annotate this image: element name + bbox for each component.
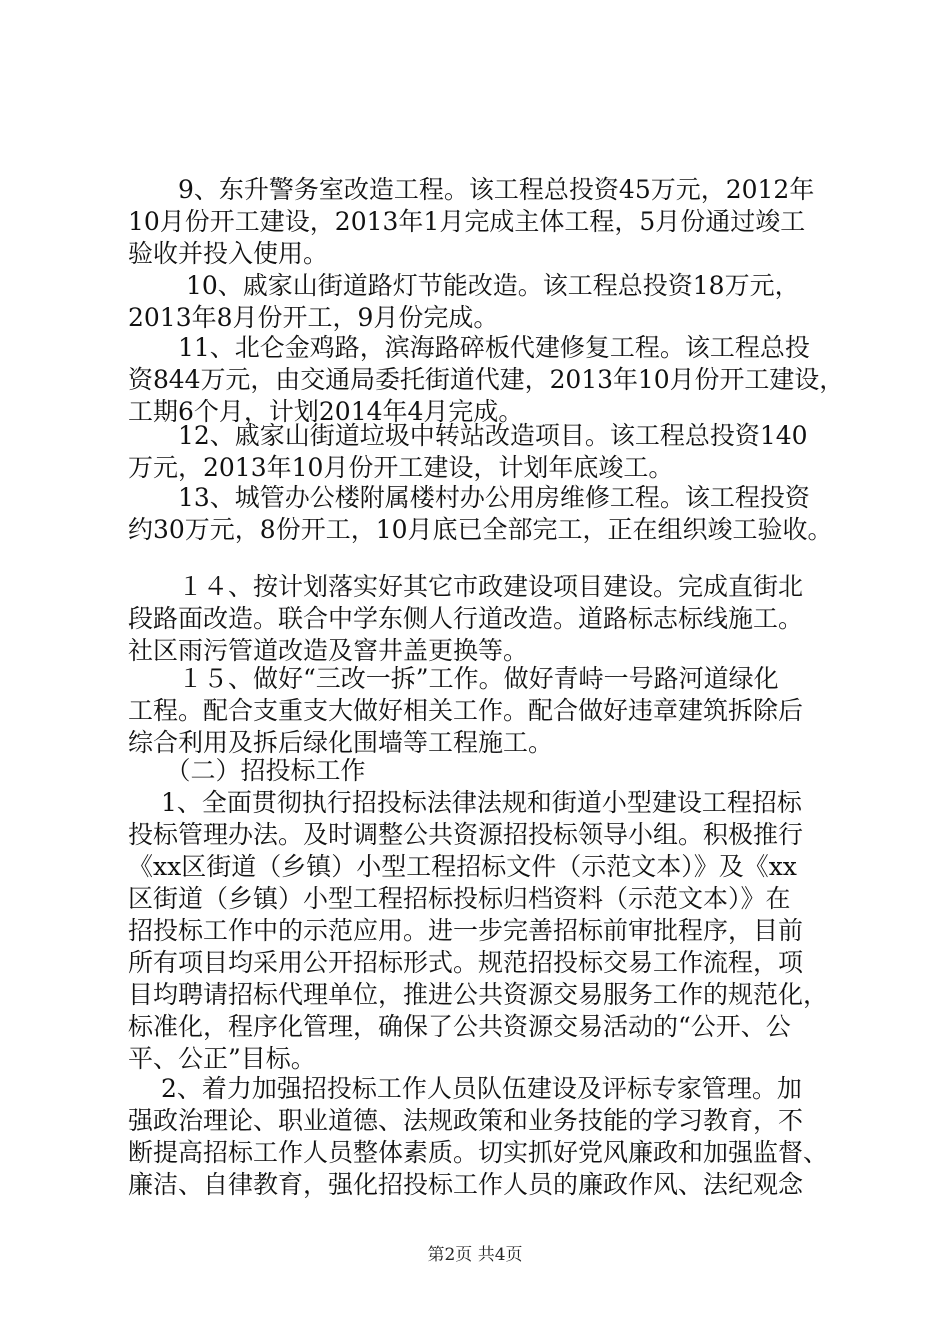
text-line: 工期6个月，计划2014年4月完成。 — [128, 397, 524, 426]
text-line: 9、东升警务室改造工程。该工程总投资45万元，2012年 — [128, 175, 815, 204]
text-line: 万元，2013年10月份开工建设，计划年底竣工。 — [128, 453, 674, 482]
heading-line: （二）招投标工作 — [128, 756, 366, 785]
text-line: 约30万元，8份开工，10月底已全部完工，正在组织竣工验收。 — [128, 515, 833, 544]
text-line: 断提高招标工作人员整体素质。切实抓好党风廉政和加强监督、 — [128, 1138, 829, 1167]
text-line: 13、城管办公楼附属楼村办公用房维修工程。该工程投资 — [128, 483, 810, 512]
paragraph-item-10 — [128, 270, 844, 334]
text-line: 招投标工作中的示范应用。进一步完善招标前审批程序，目前 — [128, 916, 804, 945]
text-line: 10月份开工建设，2013年1月完成主体工程，5月份通过竣工 — [128, 207, 806, 236]
text-line: 11、北仑金鸡路，滨海路碎板代建修复工程。该工程总投 — [128, 333, 810, 362]
text-line: 所有项目均采用公开招标形式。规范招投标交易工作流程，项 — [128, 948, 804, 977]
text-line: 区街道（乡镇）小型工程招标投标归档资料（示范文本）》在 — [128, 884, 791, 913]
text-line: 验收并投入使用。 — [128, 239, 329, 268]
text-line: 12、戚家山街道垃圾中转站改造项目。该工程总投资140 — [128, 421, 808, 450]
text-line: 廉洁、自律教育，强化招投标工作人员的廉政作风、法纪观念 — [128, 1170, 804, 1199]
text-line: 标准化，程序化管理，确保了公共资源交易活动的“公开、公 — [128, 1012, 791, 1041]
paragraph-bidding-1 — [128, 787, 844, 1075]
text-line: 综合利用及拆后绿化围墙等工程施工。 — [128, 728, 554, 757]
text-line: 段路面改造。联合中学东侧人行道改造。道路标志标线施工。 — [128, 604, 804, 633]
section-heading — [128, 755, 844, 787]
page-number-label: 第2页 共4页 — [427, 1245, 523, 1265]
text-line: 工程。配合支重支大做好相关工作。配合做好违章建筑拆除后 — [128, 696, 804, 725]
paragraph-item-14 — [128, 571, 844, 667]
text-line: 2、着力加强招投标工作人员队伍建设及评标专家管理。加 — [128, 1074, 802, 1103]
paragraph-item-15 — [128, 663, 844, 759]
text-line: 2013年8月份开工，9月份完成。 — [128, 303, 499, 332]
paragraph-bidding-2 — [128, 1073, 844, 1201]
text-line: １４、按计划落实好其它市政建设项目建设。完成直街北 — [128, 572, 804, 601]
text-line: 目均聘请招标代理单位，推进公共资源交易服务工作的规范化， — [128, 980, 829, 1009]
paragraph-item-9 — [128, 174, 844, 270]
text-line: 10、戚家山街道路灯节能改造。该工程总投资18万元， — [128, 271, 800, 300]
text-line: 社区雨污管道改造及窨井盖更换等。 — [128, 636, 529, 665]
text-line: 资844万元，由交通局委托街道代建，2013年10月份开工建设， — [128, 365, 845, 394]
paragraph-item-11 — [128, 332, 844, 428]
text-line: １５、做好“三改一拆”工作。做好青峙一号路河道绿化 — [128, 664, 779, 693]
page-footer — [0, 1244, 950, 1266]
paragraph-item-12 — [128, 420, 844, 484]
text-line: 1、全面贯彻执行招投标法律法规和街道小型建设工程招标 — [128, 788, 802, 817]
text-line: 投标管理办法。及时调整公共资源招投标领导小组。积极推行 — [128, 820, 804, 849]
text-line: 强政治理论、职业道德、法规政策和业务技能的学习教育，不 — [128, 1106, 804, 1135]
text-line: 《xx区街道（乡镇）小型工程招标文件（示范文本）》及《xx — [128, 852, 797, 881]
paragraph-item-13 — [128, 482, 844, 546]
text-line: 平、公正”目标。 — [128, 1044, 316, 1073]
